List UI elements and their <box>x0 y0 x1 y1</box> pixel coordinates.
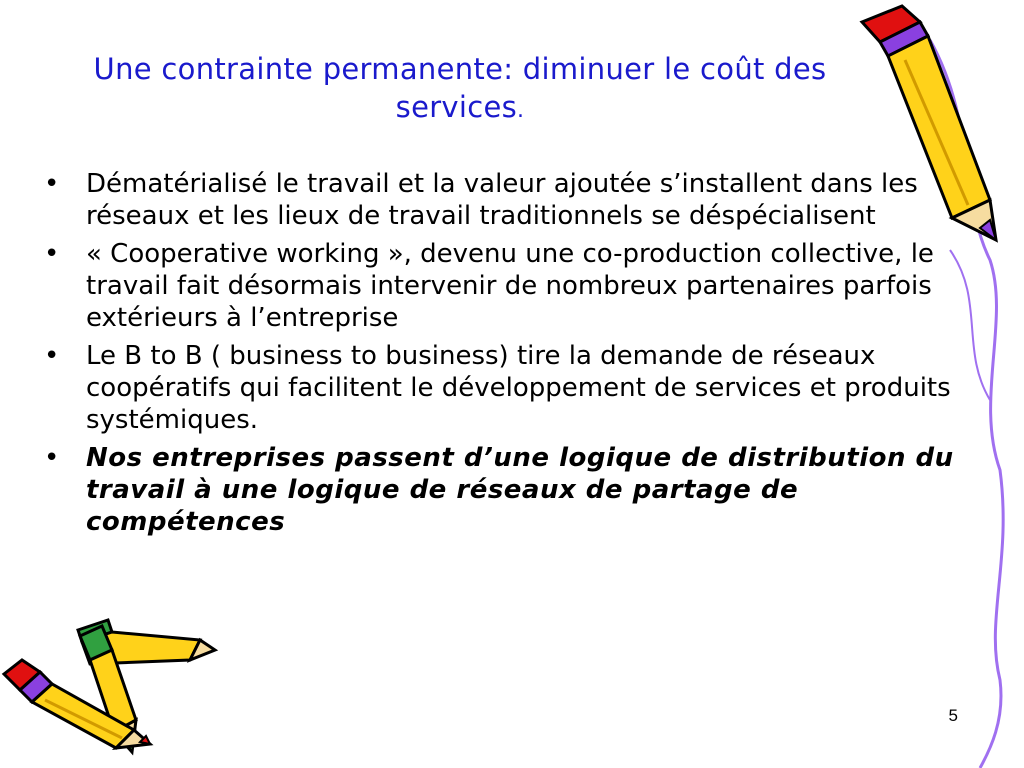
bullet-item <box>40 168 960 232</box>
bullet-text: Nos entreprises passent d’une logique de distribution du travail à une logique de réseaux de partage de compétences <box>86 443 954 537</box>
bullet-text: Le B to B ( business to business) tire la demande de réseaux coopératifs qui facilitent le développement de services et produits systémiques. <box>86 341 951 435</box>
pencils-icon <box>4 620 215 752</box>
bullet-icon: • <box>44 239 60 269</box>
slide-title <box>60 50 860 130</box>
page-number: 5 <box>948 706 958 725</box>
slide-title-text: Une contrainte permanente: diminuer le coût des services <box>93 52 827 124</box>
bullet-icon: • <box>44 443 60 473</box>
bullet-icon: • <box>44 169 60 199</box>
bullet-icon: • <box>44 341 60 371</box>
bullet-item-emphasized <box>40 442 960 538</box>
slide-title-punct: . <box>517 98 525 123</box>
bullet-item <box>40 340 960 436</box>
bullet-text: Dématérialisé le travail et la valeur ajoutée s’installent dans les réseaux et les lieux de travail traditionnels se déspécialisent <box>86 169 918 231</box>
bullet-item <box>40 238 960 334</box>
bullet-list <box>40 168 960 544</box>
bullet-text: « Cooperative working », devenu une co-production collective, le travail fait désormais intervenir de nombreux partenaires parfois extérieurs à l’entreprise <box>86 239 934 333</box>
